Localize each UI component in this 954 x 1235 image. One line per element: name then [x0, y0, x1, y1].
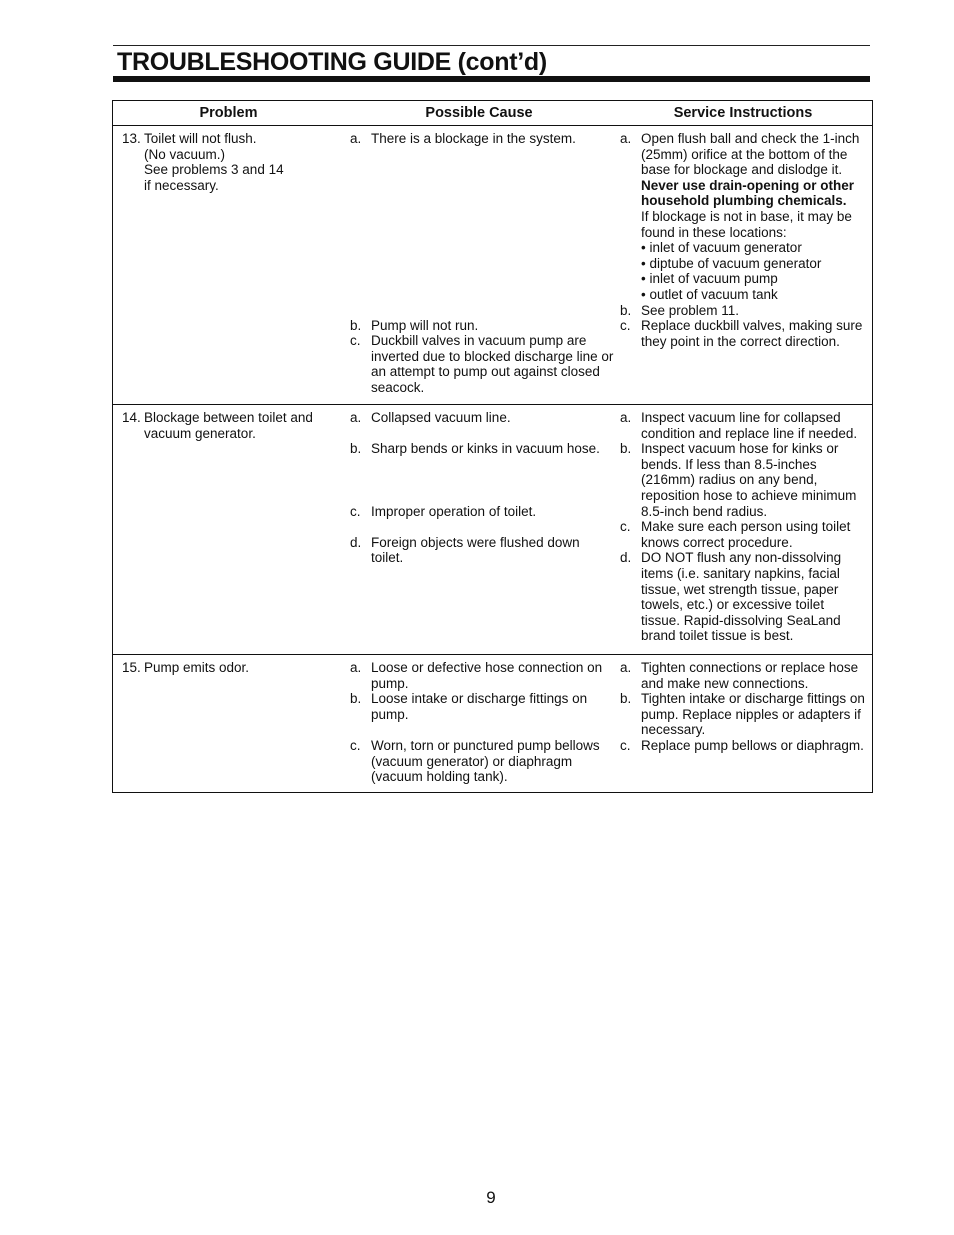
- service-item: [620, 410, 866, 441]
- cause-text: Duckbill valves in vacuum pump are inverted due to blocked discharge line or an attempt to pump out against closed seacock.: [371, 333, 614, 395]
- location-bullet: • outlet of vacuum tank: [641, 286, 778, 302]
- cause-letter: b.: [350, 317, 362, 333]
- table-row: [113, 126, 872, 405]
- service-item: [620, 660, 866, 691]
- cause-cell: [344, 660, 614, 784]
- table-row: [113, 655, 872, 792]
- service-cell: [614, 660, 872, 784]
- cause-letter: c.: [350, 737, 361, 753]
- cause-cell: [344, 410, 614, 646]
- header-possible-cause: Possible Cause: [425, 105, 533, 121]
- service-warning: Never use drain-opening or other household plumbing chemicals.: [641, 177, 855, 209]
- service-item: [620, 691, 866, 738]
- service-letter: c.: [620, 519, 631, 535]
- service-letter: a.: [620, 410, 632, 425]
- top-rule: [113, 45, 870, 46]
- service-text: Open flush ball and check the 1-inch (25mm) orifice at the bottom of the base for blockage and dislodge it.: [641, 131, 860, 178]
- service-item: [620, 441, 866, 519]
- cause-item: [350, 504, 614, 520]
- cause-letter: a.: [350, 131, 362, 146]
- service-item: [620, 550, 866, 644]
- cause-item: [350, 691, 614, 722]
- cause-letter: a.: [350, 660, 362, 675]
- service-item: [620, 131, 866, 303]
- service-cell: [614, 410, 872, 646]
- problem-line: See problems 3 and 14: [144, 162, 284, 178]
- cause-text: Sharp bends or kinks in vacuum hose.: [371, 441, 600, 457]
- cause-item: [350, 535, 614, 566]
- service-item: [620, 738, 866, 754]
- service-item: [620, 519, 866, 550]
- service-cell: [614, 131, 872, 396]
- problem-line: vacuum generator.: [144, 425, 256, 441]
- title-underline: [113, 76, 870, 82]
- service-text: Replace duckbill valves, making sure they point in the correct direction.: [641, 318, 863, 349]
- service-letter: a.: [620, 660, 632, 675]
- service-text: Inspect vacuum line for collapsed condition and replace line if needed.: [641, 410, 858, 441]
- service-text: Tighten connections or replace hose and make new connections.: [641, 660, 859, 691]
- problem-cell: [113, 660, 344, 784]
- location-bullet: • inlet of vacuum pump: [641, 271, 778, 287]
- problem-line: Blockage between toilet and: [144, 410, 313, 425]
- service-letter: c.: [620, 737, 631, 753]
- cause-letter: b.: [350, 441, 362, 457]
- cause-letter: b.: [350, 691, 362, 707]
- service-letter: c.: [620, 318, 631, 334]
- problem-line: (No vacuum.): [144, 146, 226, 162]
- service-text: Make sure each person using toilet knows correct procedure.: [641, 519, 851, 550]
- location-bullet: • inlet of vacuum generator: [641, 240, 802, 256]
- problem-number: 15.: [122, 660, 141, 675]
- cause-text: There is a blockage in the system.: [371, 131, 576, 146]
- table-row: [113, 405, 872, 655]
- cause-item: [350, 131, 614, 147]
- problem-cell: [113, 410, 344, 646]
- service-letter: b.: [620, 441, 632, 457]
- service-item: [620, 303, 866, 319]
- cause-letter: a.: [350, 410, 362, 425]
- service-text: Inspect vacuum hose for kinks or bends. If less than 8.5-inches (216mm) radius on any bend, reposition hose to achieve minimum 8.5-inch bend radius.: [641, 441, 857, 519]
- service-letter: d.: [620, 550, 632, 566]
- troubleshooting-table: [112, 100, 873, 793]
- service-text: If blockage is not in base, it may be found in these locations:: [641, 208, 852, 240]
- service-text: DO NOT flush any non-dissolving items (i.e. sanitary napkins, facial tissue, wet strength tissue, paper towels, etc.) or excessive toilet tissue. Rapid-dissolving SeaLand brand toilet tissue is best.: [641, 550, 842, 644]
- cause-text: Loose or defective hose connection on pump.: [371, 660, 603, 691]
- service-text: Replace pump bellows or diaphragm.: [641, 737, 864, 753]
- cause-item: [350, 738, 614, 785]
- cause-letter: d.: [350, 534, 362, 550]
- cause-item: [350, 660, 614, 691]
- cause-item: [350, 318, 614, 334]
- problem-line: Toilet will not flush.: [144, 131, 257, 146]
- table-header: [113, 101, 872, 126]
- cause-text: Worn, torn or punctured pump bellows (vacuum generator) or diaphragm (vacuum holding tank).: [371, 737, 600, 785]
- problem-line: if necessary.: [144, 177, 219, 193]
- problem-line: Pump emits odor.: [144, 660, 250, 675]
- service-letter: a.: [620, 131, 632, 146]
- header-service-instructions: Service Instructions: [673, 105, 813, 121]
- cause-text: Loose intake or discharge fittings on pump.: [371, 691, 588, 722]
- cause-text: Collapsed vacuum line.: [371, 410, 511, 425]
- cause-text: Pump will not run.: [371, 317, 479, 333]
- cause-cell: [344, 131, 614, 396]
- cause-text: Improper operation of toilet.: [371, 503, 537, 519]
- cause-letter: c.: [350, 333, 361, 349]
- cause-item: [350, 333, 614, 395]
- cause-letter: c.: [350, 503, 361, 519]
- page-title: TROUBLESHOOTING GUIDE (cont’d): [117, 48, 547, 76]
- service-item: [620, 318, 866, 349]
- cause-item: [350, 441, 614, 457]
- page-number: 9: [486, 1188, 496, 1207]
- location-bullet: • diptube of vacuum generator: [641, 255, 822, 271]
- service-letter: b.: [620, 691, 632, 707]
- service-letter: b.: [620, 302, 632, 318]
- service-text: Tighten intake or discharge fittings on pump. Replace nipples or adapters if necessary.: [641, 691, 865, 738]
- service-text: See problem 11.: [641, 302, 740, 318]
- cause-text: Foreign objects were flushed down toilet.: [371, 534, 580, 566]
- cause-item: [350, 410, 614, 426]
- problem-number: 14.: [122, 410, 141, 425]
- problem-cell: [113, 131, 344, 396]
- problem-number: 13.: [122, 131, 141, 146]
- header-problem: Problem: [199, 105, 258, 121]
